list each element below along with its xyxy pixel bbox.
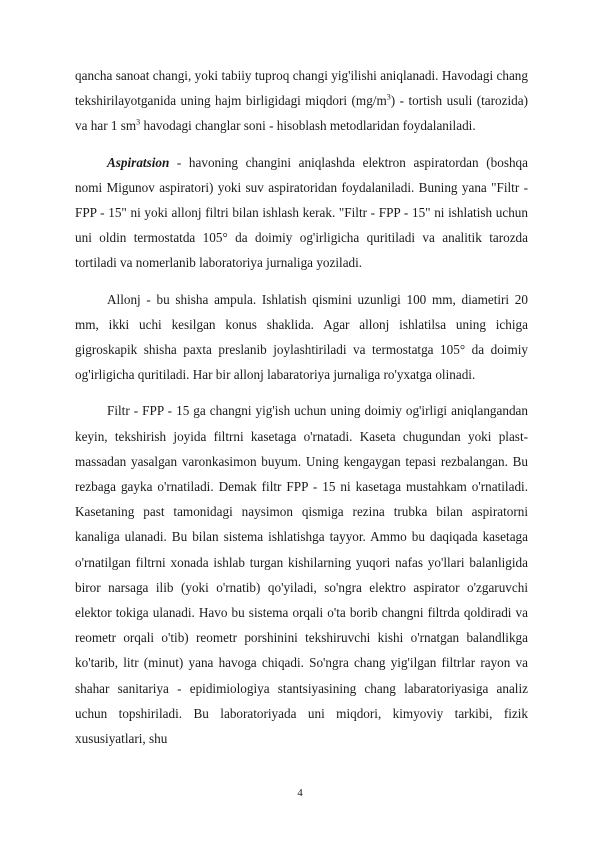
term-aspiratsion: Aspiratsion	[107, 154, 170, 170]
p1-text-3: havodagi changlar soni - hisoblash metodlaridan foydalaniladi.	[140, 118, 476, 134]
p4-text: Filtr - FPP - 15 ga changni yig'ish uchun uning doimiy og'irligi aniqlangandan keyin, tekshirish joyida filtrni kasetaga o'rnatadi. Kaseta chugundan yoki plast-massadan yasalgan varonkasimon buyum. Uning kengaygan tepasi rezbalangan. Bu rezbaga gayka o'rnatiladi. Demak filtr FPP - 15 ni kasetaga mustahkam o'rnatiladi. Kasetaning past tamonidagi naysimon qismiga rezina trubka bilan aspiratorni kanaliga ulanadi. Bu bilan sistema ishlatishga tayyor. Ammo bu daqiqada kasetaga o'rnatilgan filtrni xonada ishlab turgan kishilarning yuqori nafas yo'llari balanligida biror narsaga ilib (yoki o'rnatib) qo'yiladi, so'ngra elektro aspirator o'zgaruvchi elektor tokiga ulanadi. Havo bu sistema orqali o'ta borib changni filtrda qoldiradi va reometr orqali o'tib) reometr porshinini tekshiruvchi kishi o'rnatgan balandlikga ko'tarib, litr (minut) yana havoga chiqadi. So'ngra chang yig'ilgan filtrlar rayon va shahar sanitariya - epidimiologiya stantsiyasining chang labaratoriyasiga analiz uchun topshiriladi. Bu laboratoriyada uni miqdori, kimyoviy tarkibi, fizik xususiyatlari, shu	[75, 403, 528, 747]
paragraph-allonj	[75, 287, 528, 388]
p3-text: Allonj - bu shisha ampula. Ishlatish qismini uzunligi 100 mm, diametiri 20 mm, ikki uchi kesilgan konus shaklida. Agar allonj ishlatilsa uning ichiga gigroskapik shisha paxta preslanib joylashtiriladi va termostatga 105° da doimiy og'irligicha quritiladi. Har bir allonj labaratoriya jurnaliga ro'yxatga olinadi.	[75, 291, 528, 383]
p1-text-2: ) - tortish usuli (tarozida) va har 1 sm	[75, 93, 528, 134]
body-text	[75, 63, 528, 751]
paragraph-aspiratsion	[75, 150, 528, 276]
p2-text: - havoning changini aniqlashda elektron aspiratordan (boshqa nomi Migunov aspiratori) yoki suv aspiratoridan foydalaniladi. Buning yana "Filtr - FPP - 15" ni yoki allonj filtri bilan ishlash kerak. "Filtr - FPP - 15" ni ishlatish uchun uni oldin termostatda 105° da doimiy og'irligicha quritiladi va analitik tarozda tortiladi va nomerlanib laboratoriya jurnaliga yoziladi.	[75, 154, 528, 271]
p1-text-1: qancha sanoat changi, yoki tabiiy tuproq changi yig'ilishi aniqlanadi. Havodagi chang tekshirilayotganida uning hajm birligidagi miqdori (mg/m	[75, 68, 528, 109]
paragraph-filtr	[75, 398, 528, 751]
paragraph-gap	[75, 276, 528, 287]
paragraph-gap	[75, 387, 528, 398]
paragraph-continuation	[75, 63, 528, 139]
page-number: 4	[297, 787, 303, 799]
paragraph-gap	[75, 139, 528, 150]
p1-superscript-1: 3	[386, 92, 391, 102]
p1-superscript-2: 3	[136, 118, 141, 128]
